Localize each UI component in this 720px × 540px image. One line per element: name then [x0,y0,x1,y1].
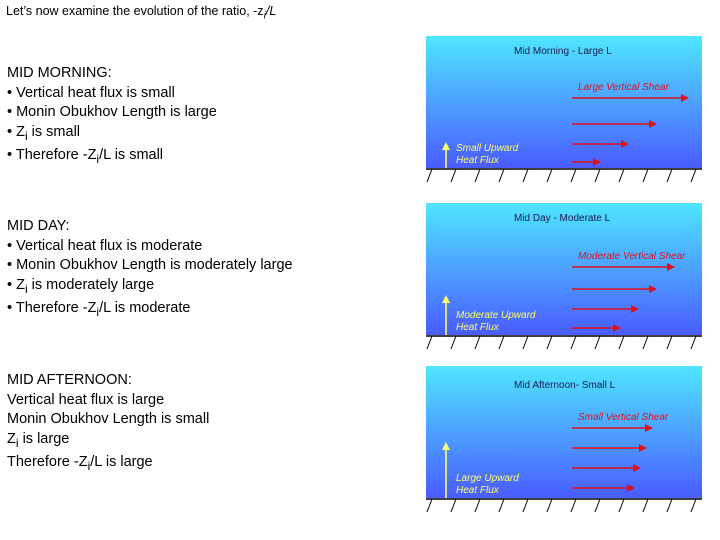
flux-label-line1: Small Upward [456,143,519,154]
section-mid-morning [7,64,417,169]
bullet-line: Monin Obukhov Length is small [7,411,210,427]
section-heading: MID MORNING: [7,65,112,81]
diagram-panel-mid-morning [426,36,702,186]
header-text: Let’s now examine the evolution of the ratio, -z [6,4,264,18]
flux-label-line2: Heat Flux [456,155,499,166]
section-mid-afternoon [7,371,417,476]
shear-label: Large Vertical Shear [578,82,669,93]
bullet-line: Therefore $-Z_i/L$ is large [7,453,153,473]
shear-label: Small Vertical Shear [578,412,669,423]
bullet-line: • Therefore $-Z_i/L$ is moderate [7,299,191,319]
section-mid-day [7,217,417,322]
panel-title: Mid Day - Moderate L [514,213,611,224]
bullet-line: • $Z_i$ is small [7,123,81,143]
panel-svg [426,203,702,353]
header-subscript: i [263,10,266,22]
bullet-line: • Therefore $-Z_i/L$ is small [7,146,164,166]
section-heading: MID DAY: [7,218,70,234]
ground-hatch [427,336,696,349]
bullet-line: • Vertical heat flux is moderate [7,237,203,254]
ground-hatch [427,169,696,182]
slide-header [6,4,276,22]
panel-svg [426,36,702,186]
bullet-line: Vertical heat flux is large [7,391,165,408]
panel-svg [426,366,702,516]
header-tail: /L [265,4,277,18]
section-heading: MID AFTERNOON: [7,372,132,388]
panel-title: Mid Afternoon- Small L [514,380,616,391]
flux-label-line1: Moderate Upward [456,310,536,321]
bullet-line: $Z_i$ is large [7,430,70,450]
bullet-line: • Monin Obukhov Length is moderately large [7,257,293,273]
bullet-line: • $Z_i$ is moderately large [7,276,155,296]
bullet-line: • Monin Obukhov Length is large [7,104,217,120]
shear-label: Moderate Vertical Shear [578,251,686,262]
diagram-panel-mid-afternoon [426,366,702,516]
ground-hatch [427,499,696,512]
diagram-panel-mid-day [426,203,702,353]
flux-label-line1: Large Upward [456,473,519,484]
bullet-line: • Vertical heat flux is small [7,84,175,101]
flux-label-line2: Heat Flux [456,485,499,496]
flux-label-line2: Heat Flux [456,322,499,333]
panel-title: Mid Morning - Large L [514,46,612,57]
